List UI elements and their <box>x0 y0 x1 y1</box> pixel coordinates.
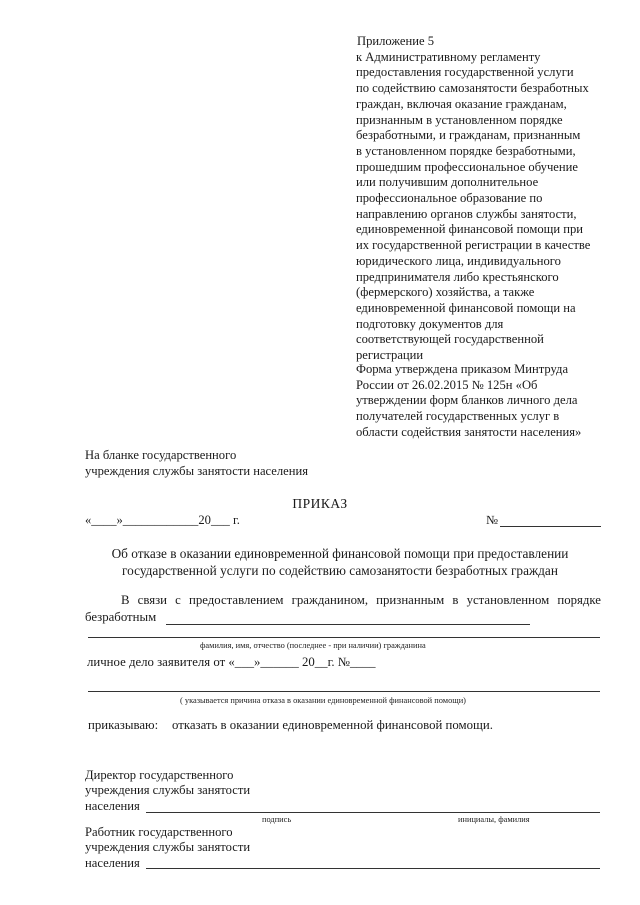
appendix-line: граждан, включая оказание гражданам, <box>356 96 567 111</box>
caption-signature: подпись <box>262 815 292 824</box>
caption-reason: ( указывается причина отказа в оказании единовременной финансовой помощи) <box>180 696 466 705</box>
appendix-line: безработными, и гражданам, признанным <box>356 128 581 143</box>
letterhead-line: учреждения службы занятости населения <box>85 464 309 478</box>
order-date-field: «____»____________20___ г. <box>85 513 240 527</box>
order-number-label: № <box>486 513 499 527</box>
director-line: населения <box>85 798 140 813</box>
appendix-line: (фермерского) хозяйства, а также <box>356 285 535 300</box>
approval-line: утверждении форм бланков личного дела <box>356 393 578 408</box>
unemployed-name-field <box>166 624 530 625</box>
refusal-reason-field <box>88 691 600 692</box>
director-signature-field <box>146 812 600 813</box>
appendix-line: по содействию самозанятости безработных <box>356 81 589 96</box>
director-block <box>85 768 305 814</box>
appendix-line: к Административному регламенту <box>356 49 541 64</box>
order-number-field <box>500 526 601 527</box>
order-subject <box>40 545 640 579</box>
subject-line: государственной услуги по содействию самозанятости безработных граждан <box>122 563 558 578</box>
appendix-line: соответствующей государственной <box>356 332 544 347</box>
appendix-line: предпринимателя либо крестьянского <box>356 269 559 284</box>
appendix-line: прошедшим профессиональное обучение <box>356 159 578 174</box>
appendix-line: профессиональное образование по <box>356 191 543 206</box>
order-label: приказываю: <box>88 718 159 732</box>
director-line: учреждения службы занятости <box>85 783 251 798</box>
appendix-line: признанным в установленном порядке <box>356 112 563 127</box>
order-title: ПРИКАЗ <box>292 496 348 511</box>
appendix-line: или получившим дополнительное <box>356 175 539 190</box>
appendix-line: направлению органов службы занятости, <box>356 206 577 221</box>
approval-line: России от 26.02.2015 № 125н «Об <box>356 377 538 392</box>
worker-line: населения <box>85 855 140 870</box>
appendix-line: юридического лица, индивидуального <box>356 253 561 268</box>
approval-line: получателей государственных услуг в <box>356 409 560 424</box>
appendix-line: их государственной регистрации в качестве <box>356 238 591 253</box>
worker-line: Работник государственного <box>85 825 233 839</box>
approval-line: области содействия занятости населения» <box>356 424 582 439</box>
intro-paragraph: В связи с предоставлением гражданином, признанным в установленном порядке безработным <box>85 593 601 624</box>
letterhead-note <box>85 447 345 479</box>
director-line: Директор государственного <box>85 768 234 782</box>
approval-line: Форма утверждена приказом Минтруда <box>356 362 569 376</box>
appendix-header <box>356 34 618 364</box>
appendix-line: регистрации <box>356 348 424 363</box>
subject-line: Об отказе в оказании единовременной финансовой помощи при предоставлении <box>111 546 569 561</box>
appendix-line: предоставления государственной услуги <box>356 65 574 80</box>
caption-fio: фамилия, имя, отчество (последнее - при наличии) гражданина <box>200 641 426 650</box>
citizen-name-field <box>88 637 600 638</box>
worker-line: учреждения службы занятости <box>85 840 251 855</box>
letterhead-line: На бланке государственного <box>85 448 237 462</box>
personal-file-line: личное дело заявителя от «___»______ 20__г. №____ <box>87 655 376 669</box>
form-approval-note <box>356 362 618 441</box>
appendix-line: в установленном порядке безработными, <box>356 143 576 158</box>
caption-initials: инициалы, фамилия <box>458 815 530 824</box>
appendix-title: Приложение 5 <box>357 34 435 48</box>
appendix-line: единовременной финансовой помощи при <box>356 222 583 237</box>
appendix-line: единовременной финансовой помощи на <box>356 300 576 315</box>
appendix-line: подготовку документов для <box>356 316 504 331</box>
worker-signature-field <box>146 868 600 869</box>
order-text: отказать в оказании единовременной финансовой помощи. <box>172 718 493 732</box>
worker-block <box>85 825 305 871</box>
